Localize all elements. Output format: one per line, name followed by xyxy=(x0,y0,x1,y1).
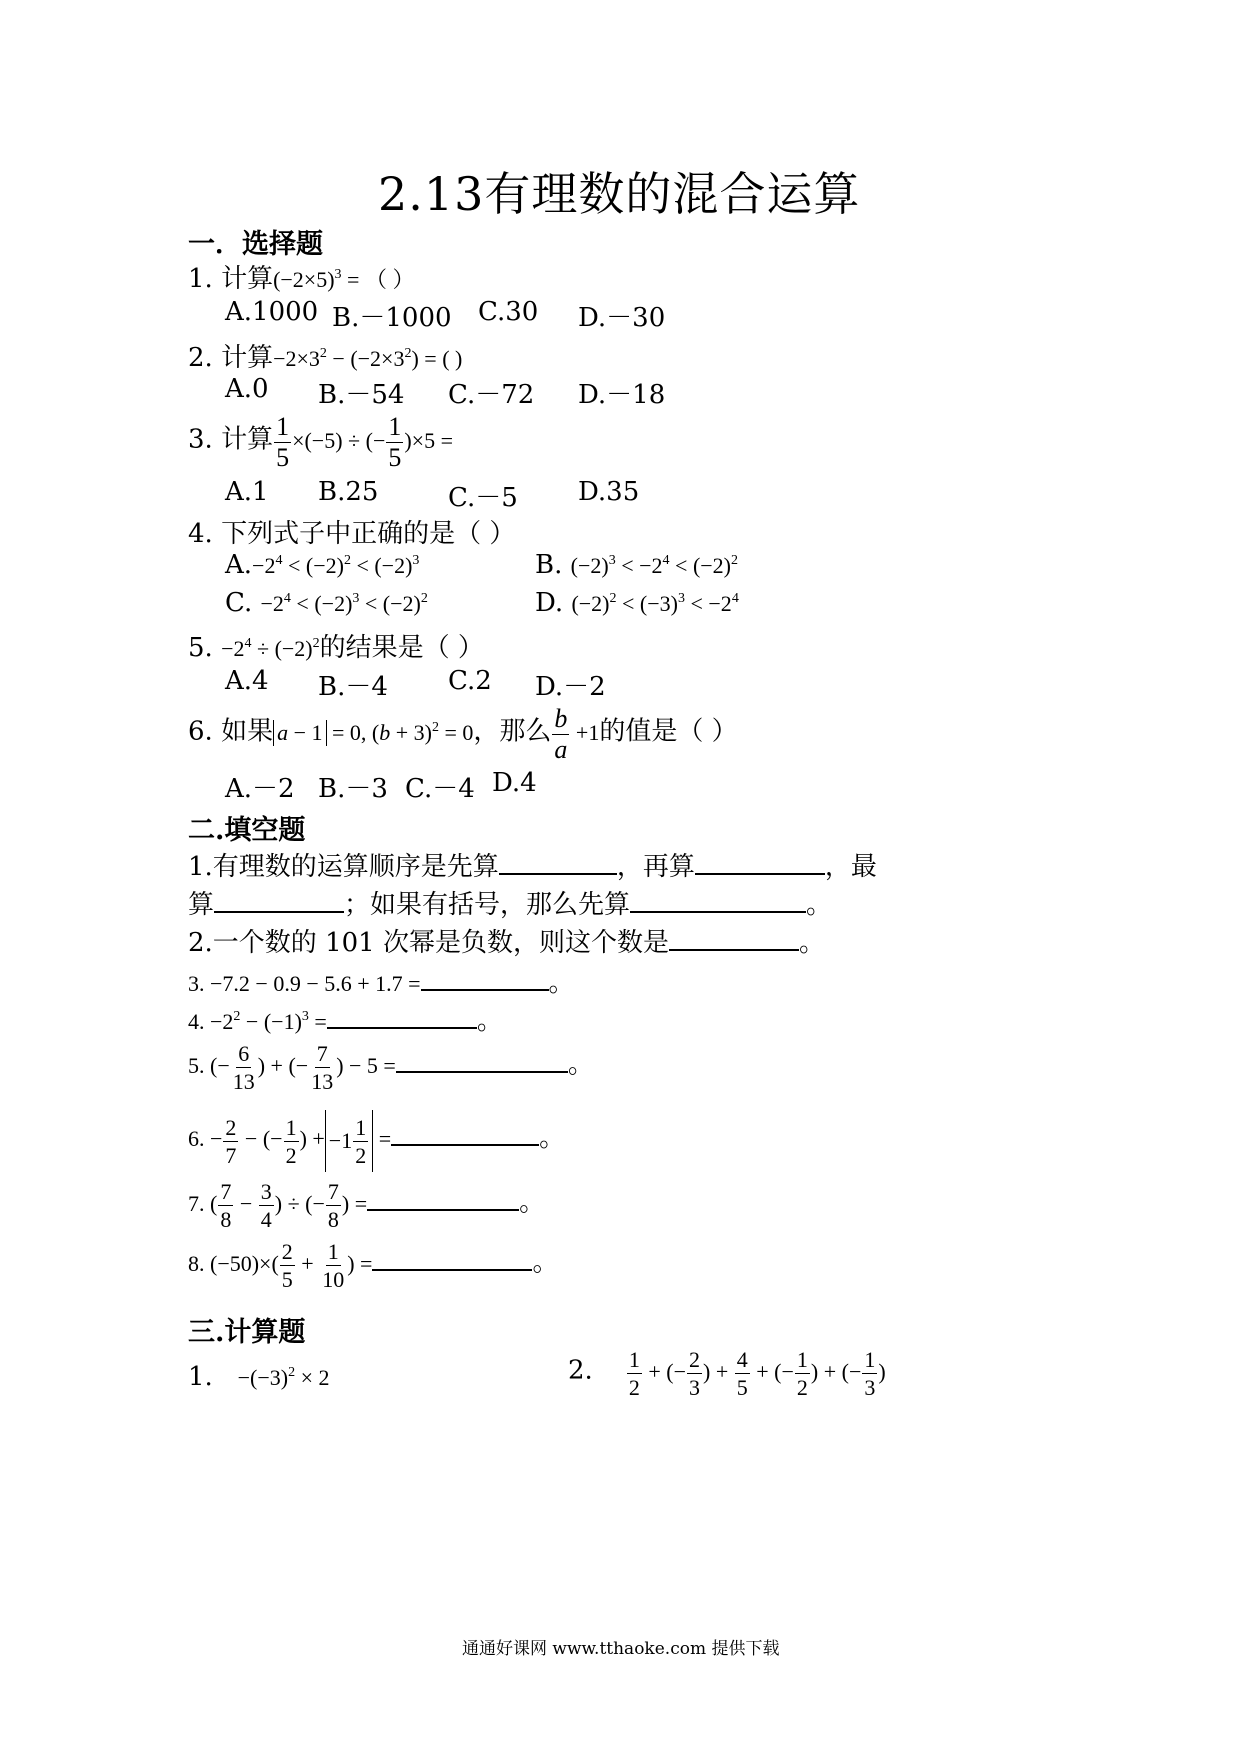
section-heading-calc: 三.计算题 xyxy=(188,1317,306,1348)
fraction: $\frac{3}{4}$ xyxy=(260,1179,272,1232)
q1-option-b: B.－1000 xyxy=(332,303,452,333)
fraction: $\frac{1}{5}$ xyxy=(388,412,402,472)
absolute-value: −1 $\frac{1}{2}$ xyxy=(325,1110,373,1172)
q1-option-c: C.30 xyxy=(478,297,539,327)
section-heading-choice: 一．选择题 xyxy=(188,229,323,260)
absolute-value: a − 1 xyxy=(273,720,326,746)
fraction: $\frac{2}{7}$ xyxy=(225,1114,237,1168)
fraction: $\frac{1}{5}$ xyxy=(276,412,290,472)
q5-option-b: B.－4 xyxy=(318,672,388,702)
q2-option-b: B.－54 xyxy=(318,380,405,410)
answer-blank[interactable] xyxy=(499,849,617,875)
q5-option-d: D.－2 xyxy=(535,672,606,702)
q4-option-a: $A.-2^4 < (-2)^2 < (-2)^3$ xyxy=(225,550,420,580)
q6-option-d: D.4 xyxy=(492,768,537,798)
q4-option-c: C. $-2^4 < (-2)^3 < (-2)^2$ xyxy=(225,588,428,618)
q6-option-c: C.－4 xyxy=(405,774,475,804)
answer-blank[interactable] xyxy=(327,1003,477,1029)
answer-blank[interactable] xyxy=(391,1120,539,1146)
q3-option-c: C.－5 xyxy=(448,483,518,513)
q2-option-c: C.－72 xyxy=(448,380,535,410)
fill-question-7: 7. ( $\frac{7}{8}$ − $\frac{3}{4}$ ) ÷ (− $\frac{7}{8}$ ) = 。 xyxy=(188,1179,546,1232)
footer-text: 通通好课网 www.tthaoke.com 提供下载 xyxy=(462,1639,780,1659)
fill-question-1-line-1: 1.有理数的运算顺序是先算 ，再算 ，最 xyxy=(188,846,877,883)
question-6: 6. 如果 a − 1 = 0, $(b + 3)^2 = 0$，那么 $\frac{b}{a}$ +1的值是（ ） xyxy=(188,704,738,764)
question-1: 1. 计算$(-2\times 5)^3$ = （ ） xyxy=(188,264,415,294)
calc-question-2: 2. $\frac{1}{2}$ + (− $\frac{2}{3}$ ) + $\frac{4}{5}$ + (− $\frac{1}{2}$ ) + (− $\frac{1}{3}$ ) xyxy=(568,1347,886,1400)
fill-question-4: 4. $-2^2 - (-1)^3$ = 。 xyxy=(188,1000,503,1037)
answer-blank[interactable] xyxy=(421,965,549,991)
q6-option-a: A.－2 xyxy=(225,774,295,804)
answer-blank[interactable] xyxy=(669,925,799,951)
fill-question-2: 2.一个数的 101 次幂是负数，则这个数是 。 xyxy=(188,922,825,959)
q1-option-d: D.－30 xyxy=(578,303,666,333)
fraction: $\frac{1}{2}$ xyxy=(355,1114,367,1168)
fraction: $\frac{1}{2}$ xyxy=(796,1347,808,1400)
answer-blank[interactable] xyxy=(695,849,825,875)
fraction: $\frac{b}{a}$ xyxy=(554,704,568,764)
fraction: $\frac{1}{3}$ xyxy=(864,1347,876,1400)
fraction: $\frac{7}{8}$ xyxy=(327,1179,339,1232)
q2-option-d: D.－18 xyxy=(578,380,666,410)
q2-option-a: A.0 xyxy=(225,374,269,404)
question-2: 2. 计算$-2\times 3^2 - (-2\times 3^2)$ = ( ) xyxy=(188,343,463,373)
fraction: $\frac{2}{3}$ xyxy=(689,1347,701,1400)
section-heading-fill: 二.填空题 xyxy=(188,815,306,846)
q6-option-b: B.－3 xyxy=(318,774,388,804)
question-4: 4. 下列式子中正确的是（ ） xyxy=(188,519,516,549)
answer-blank[interactable] xyxy=(372,1245,532,1271)
fraction: $\frac{7}{8}$ xyxy=(220,1179,232,1232)
fraction: $\frac{1}{10}$ xyxy=(322,1239,345,1292)
calc-question-1: 1. $-(-3)^2 \times 2$ xyxy=(188,1362,330,1392)
fill-question-8: 8. (−50)×( $\frac{2}{5}$ + $\frac{1}{10}$ ) = 。 xyxy=(188,1239,559,1292)
fraction: $\frac{6}{13}$ xyxy=(232,1041,255,1094)
page-title: 2.13有理数的混合运算 xyxy=(378,167,861,221)
answer-blank[interactable] xyxy=(214,887,344,913)
q1-option-a: A.1000 xyxy=(225,297,319,327)
fraction: $\frac{7}{13}$ xyxy=(311,1041,334,1094)
fraction: $\frac{2}{5}$ xyxy=(281,1239,293,1292)
fraction: $\frac{1}{2}$ xyxy=(285,1114,297,1168)
fill-question-1-line-2: 算 ；如果有括号，那么先算 。 xyxy=(188,884,832,921)
fill-question-6: 6. − $\frac{2}{7}$ − (− $\frac{1}{2}$ ) + −1 $\frac{1}{2}$ = 。 xyxy=(188,1110,565,1172)
fraction: $\frac{4}{5}$ xyxy=(736,1347,748,1400)
q3-option-a: A.1 xyxy=(225,477,269,507)
answer-blank[interactable] xyxy=(367,1185,519,1211)
q5-option-c: C.2 xyxy=(448,666,492,696)
q3-option-d: D.35 xyxy=(578,477,640,507)
fill-question-5: 5. (− $\frac{6}{13}$ ) + (− $\frac{7}{13}$ ) − 5 = 。 xyxy=(188,1041,594,1094)
fraction: $\frac{1}{2}$ xyxy=(628,1347,640,1400)
question-3: 3. 计算 $\frac{1}{5}$ ×(−5) ÷ (− $\frac{1}{5}$ )×5 = xyxy=(188,412,453,472)
fill-question-3: 3. −7.2 − 0.9 − 5.6 + 1.7 = 。 xyxy=(188,962,575,999)
q5-option-a: A.4 xyxy=(225,666,269,696)
q3-option-b: B.25 xyxy=(318,477,379,507)
answer-blank[interactable] xyxy=(396,1047,568,1073)
q4-option-d: D. $(-2)^2 < (-3)^3 < -2^4$ xyxy=(535,588,739,618)
question-5: 5. $-2^4 \div (-2)^2$的结果是（ ） xyxy=(188,633,484,663)
q4-option-b: B. $(-2)^3 < -2^4 < (-2)^2$ xyxy=(535,550,738,580)
answer-blank[interactable] xyxy=(630,887,806,913)
